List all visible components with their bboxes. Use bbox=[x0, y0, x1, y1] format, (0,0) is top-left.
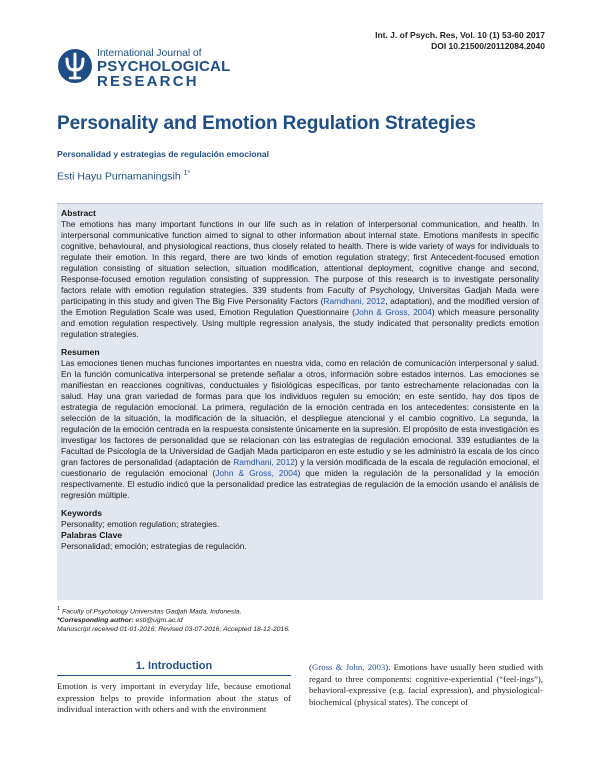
citation-link[interactable]: Gross & John, 2003 bbox=[311, 662, 386, 672]
logo-wordmark bbox=[97, 47, 230, 89]
author-name: Esti Hayu Purnamaningsih bbox=[57, 170, 181, 183]
author-affiliation-mark: 1* bbox=[183, 170, 191, 177]
article-subtitle: Personalidad y estrategias de regulación emocional bbox=[57, 149, 270, 159]
citation-link[interactable]: Ramdhani, 2012 bbox=[323, 296, 386, 306]
palabras-clave-text: Personalidad; emoción; estrategias de regulación. bbox=[61, 541, 247, 551]
palabras-clave-heading: Palabras Clave bbox=[61, 530, 123, 540]
abstract-box bbox=[57, 203, 543, 600]
introduction-right-column: (Gross & John, 2003). Emotions have usually been studied with regard to three components: cognitive-experiential (“feel-ings”), behavioral-expressive (e.g. facial expression), and physiological-biochemical (physical states). The concept of bbox=[309, 662, 543, 707]
resumen-heading: Resumen bbox=[61, 347, 100, 357]
citation-link[interactable]: Ramdhani, 2012 bbox=[233, 457, 295, 467]
logo-line-2: PSYCHOLOGICAL bbox=[97, 58, 231, 75]
resumen-text: Las emociones tienen muchas funciones importantes en nuestra vida, como en relación de comunicación interpersonal y salud. En la función comunicativa interpersonal se pretende señalar a otros, información sobre estados internos. Las emociones se manifiestan en reacciones cognitivas, conductuales y fisiológicas específicas, por tanto estrechamente relacionadas con la salud. Hay una gran variedad de formas para que los individuos regulen su emoción; en este sentido, hay dos tipos de estrategia de regulación emocional. La primera, regulación de la emoción centrada en los antecedentes: consistente en la selección de la situación, la modificación de la situación, el despliegue atencional y el cambio cognitivo. La segunda, la regulación de la emoción centrada en la respuesta consistente únicamente en la supresión. El propósito de esta investigación es investigar los factores de personalidad que se relacionan con las estrategias de regulación emocional. 339 estudiantes de la Facultad de Psicología de la Universidad de Gadjah Mada participaron en este estudio y se les administró la escala de los cinco gran factores de personalidad (adaptación de Ramdhani, 2012) y la versión modificada de la escala de regulación emocional, el cuestionario de regulación emocional (John & Gross, 2004) que miden la regulación de la personalidad y la emoción respectivamente. El estudio indicó que la personalidad predice las estrategias de regulación de la emoción usando el análisis de regresión múltiple. bbox=[61, 358, 539, 500]
introduction-left-column: Emotion is very important in everyday life, because emotional expression helps to provide information about the status of individual interaction with others and with the environment bbox=[57, 681, 291, 714]
abstract-text: The emotions has many important functions in our life such as in relation of interpersonal communication, and health. In interpersonal communicative function aimed to signal to other information about internal state. Emotions manifests in specific cognitive, behavioural, and physiological reactions, thus closely related to health. There is wide variety of ways for individuals to regulate their emotion. In this regard, there are two kinds of emotion regulation strategy; first Antecedent-focused emotion regulation consisting of situation selection, situation modification, attentional deployment, cognitive change and second, Response-focused emotion regulation consisting of suppression. The purpose of this research is to investigate personality factors relate with emotion regulation strategies. 339 students from Faculty of Psychology, Universitas Gadjah Mada were participating in this study and given The Big Five Personality Factors (Ramdhani, 2012, adaptation), and the modified version of the Emotion Regulation Scale was used, Emotion Regulation Questionnaire (John & Gross, 2004) which measure personality and emotion regulation respectively. Using multiple regression analysis, the study indicated that personality predicts emotion regulation strategies. bbox=[61, 219, 539, 339]
keywords-heading: Keywords bbox=[61, 508, 103, 518]
corresponding-author-note: *Corresponding author: esti@ugm.ac.id bbox=[57, 617, 183, 625]
author-email[interactable]: esti@ugm.ac.id bbox=[133, 617, 183, 625]
keywords-text: Personality; emotion regulation; strategies. bbox=[61, 519, 220, 529]
logo-line-1: International Journal of bbox=[97, 47, 202, 59]
logo-line-3: RESEARCH bbox=[97, 73, 199, 90]
journal-citation: Int. J. of Psych. Res, Vol. 10 (1) 53-60 2017 bbox=[375, 30, 545, 40]
citation-link[interactable]: John & Gross, 2004 bbox=[354, 307, 432, 317]
manuscript-dates: Manuscript received 01-01-2016; Revised 03-07-2016; Accepted 18-12-2016. bbox=[57, 626, 290, 634]
abstract-heading: Abstract bbox=[61, 208, 96, 218]
article-title: Personality and Emotion Regulation Strategies bbox=[57, 113, 476, 134]
citation-link[interactable]: John & Gross, 2004 bbox=[215, 468, 298, 478]
psi-icon bbox=[57, 48, 93, 84]
doi: DOI 10.21500/20112084.2040 bbox=[431, 41, 545, 51]
journal-logo bbox=[57, 47, 231, 97]
introduction-heading: 1. Introduction bbox=[57, 660, 291, 676]
footnotes bbox=[57, 605, 543, 634]
affiliation-note: $^1$ Faculty of Psychology Universitas Gadjah Mada, Indonesia. bbox=[57, 606, 242, 616]
journal-reference bbox=[375, 30, 545, 52]
author-line bbox=[57, 170, 190, 183]
